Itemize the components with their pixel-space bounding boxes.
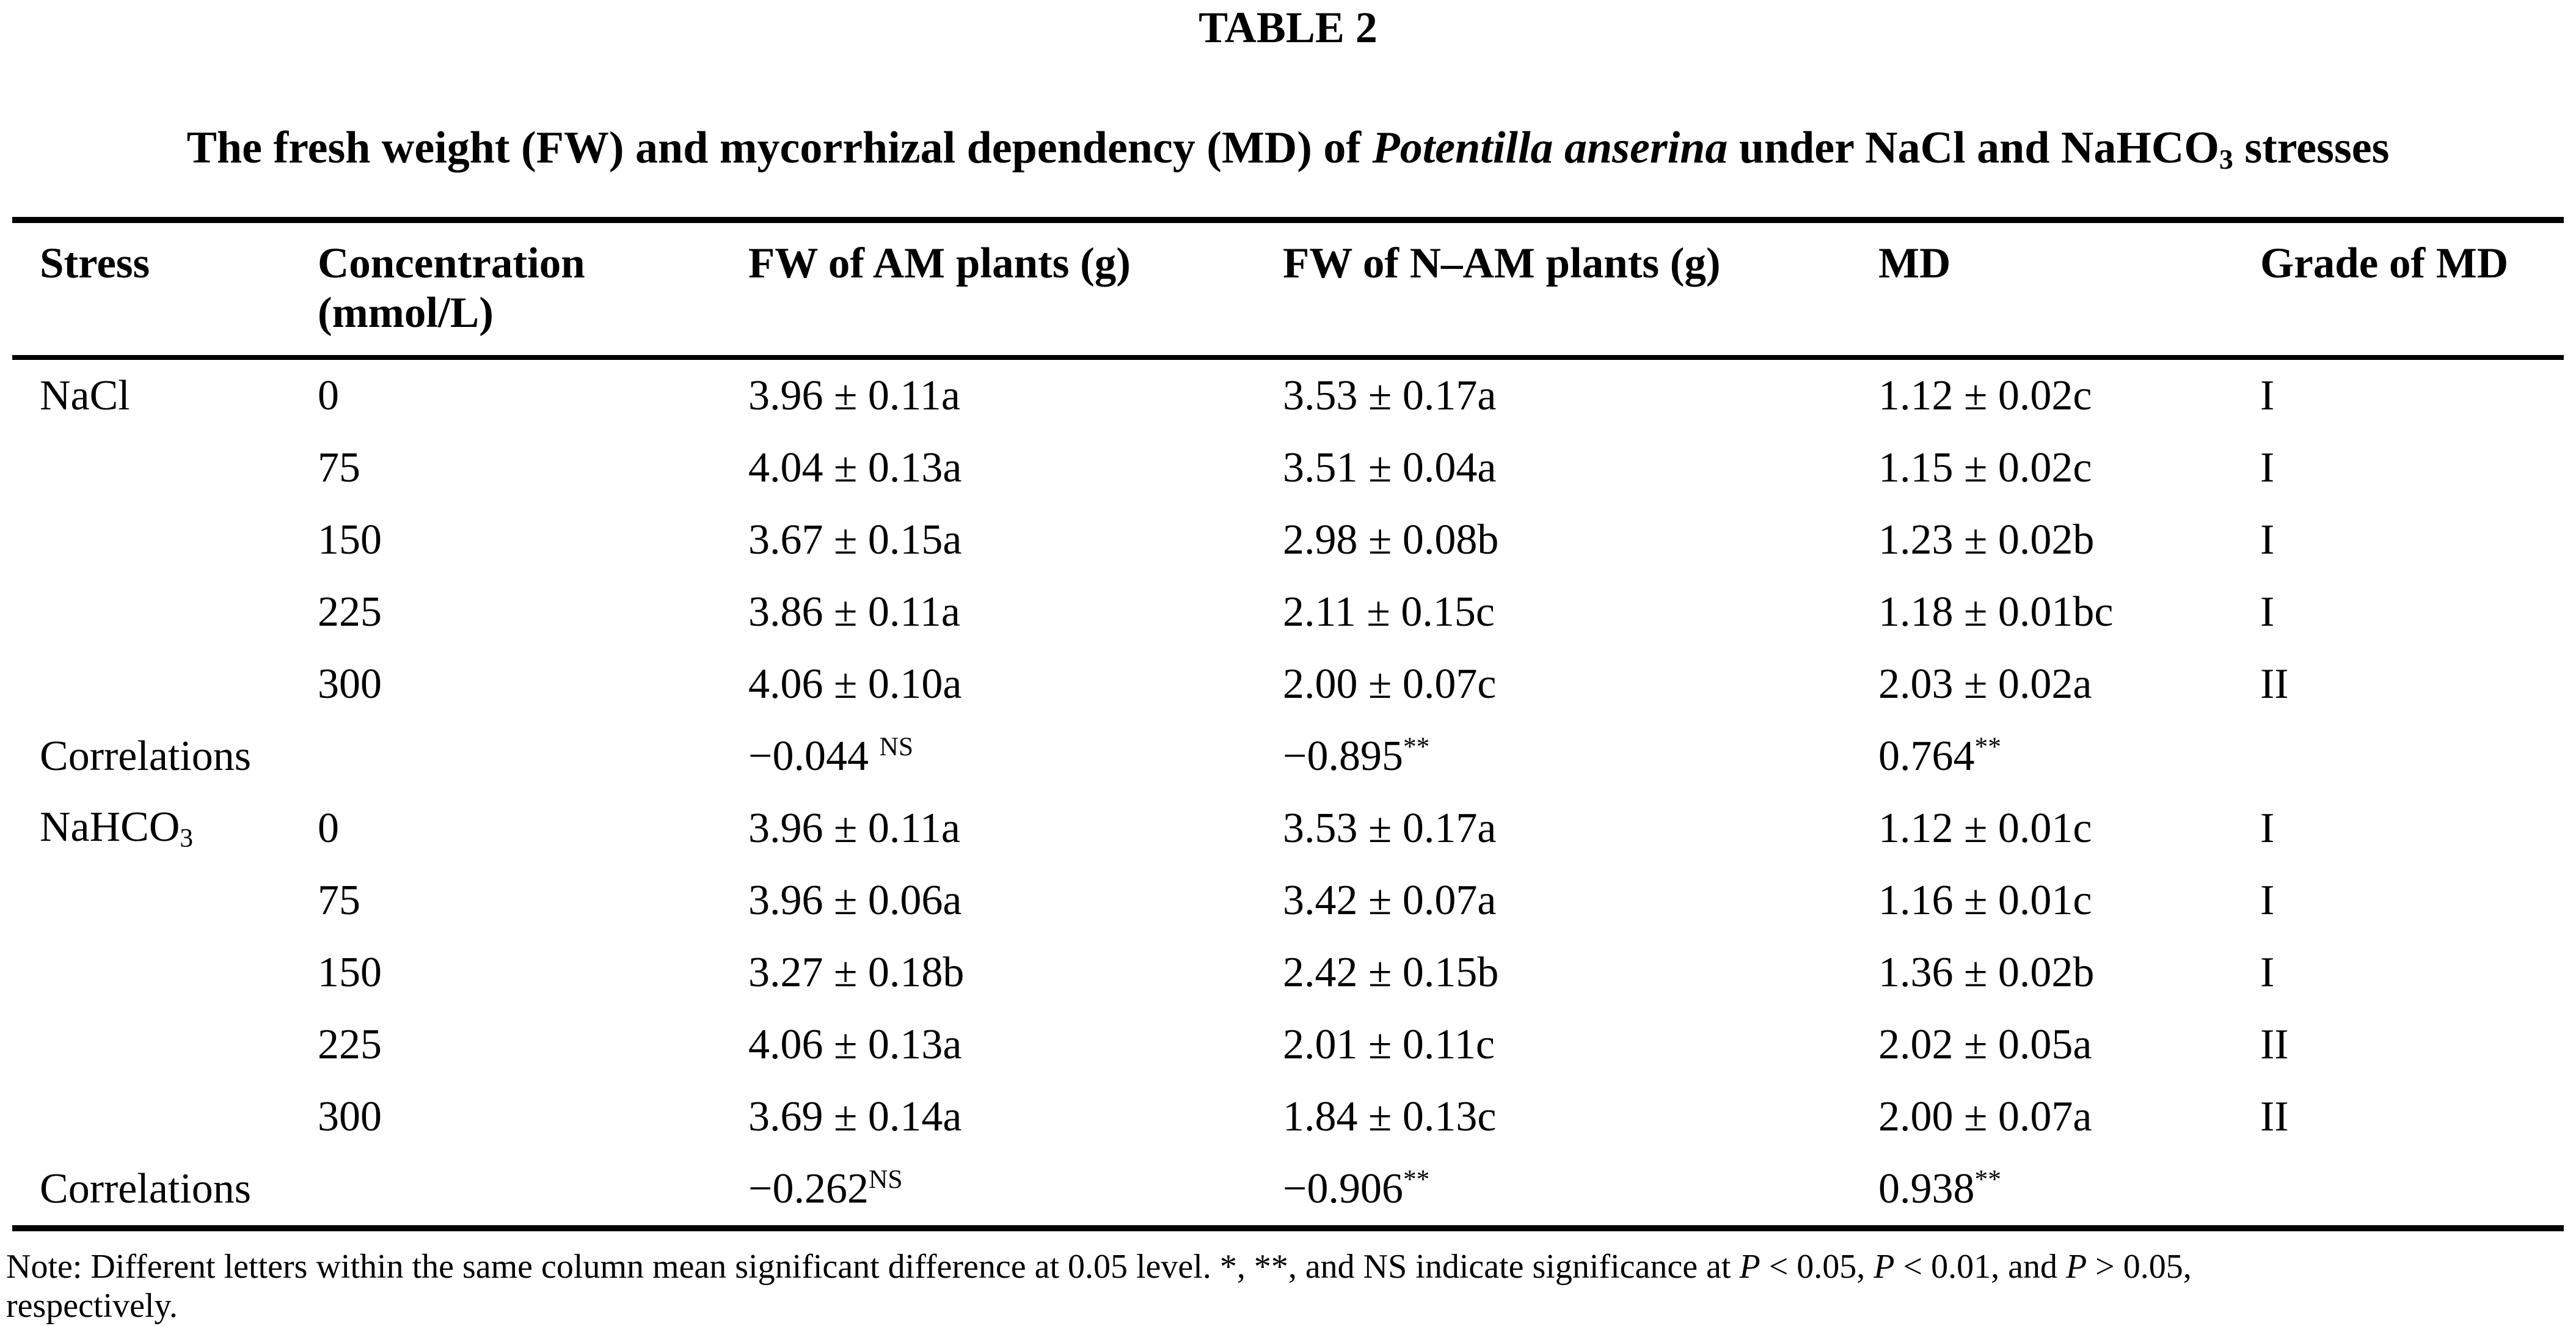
table-cell (748, 576, 1283, 648)
header-fw-nam (1283, 220, 1878, 357)
cell-text: 75 (318, 444, 360, 491)
cell-text: 1.23 ± 0.02b (1878, 516, 2095, 563)
table-cell (748, 720, 1283, 793)
cell-text: 4.06 ± 0.13a (748, 1020, 962, 1068)
cell-superscript: ** (1974, 732, 2001, 762)
header-line1: Stress (40, 239, 150, 287)
text-segment: P (2065, 1247, 2087, 1286)
cell-text: 3.96 ± 0.11a (748, 372, 960, 419)
table-cell (1283, 865, 1878, 937)
cell-text: −0.262 (748, 1165, 869, 1212)
table-row (12, 720, 2564, 793)
cell-text: 3.51 ± 0.04a (1283, 444, 1497, 491)
cell-text: 1.16 ± 0.01c (1878, 876, 2092, 924)
text-segment: P (1739, 1247, 1761, 1286)
cell-text: −0.895 (1283, 732, 1403, 780)
table-cell (1283, 1009, 1878, 1081)
table-cell (1283, 357, 1878, 432)
table-cell (2260, 432, 2564, 504)
cell-text: −0.906 (1283, 1165, 1403, 1212)
cell-text: 300 (318, 1093, 382, 1140)
table-cell (748, 937, 1283, 1009)
text-segment: 3 (2219, 144, 2233, 175)
table-cell (748, 1009, 1283, 1081)
table-cell (12, 357, 318, 432)
header-line1: MD (1878, 239, 1951, 287)
header-grade-of-md (2260, 220, 2564, 357)
table-cell (748, 648, 1283, 720)
table-cell (12, 648, 318, 720)
table-cell (318, 648, 748, 720)
cell-text: Correlations (40, 1165, 252, 1212)
cell-superscript: ** (1974, 1165, 2001, 1195)
cell-text: 2.42 ± 0.15b (1283, 948, 1499, 996)
cell-text: 1.12 ± 0.02c (1878, 372, 2092, 419)
table-cell (1283, 1081, 1878, 1153)
header-line1: FW of N–AM plants (g) (1283, 239, 1721, 287)
table-row (12, 648, 2564, 720)
data-table (12, 217, 2564, 1231)
header-stress (12, 220, 318, 357)
cell-text: I (2260, 876, 2275, 924)
table-cell (12, 1009, 318, 1081)
table-cell (12, 937, 318, 1009)
table-cell (748, 504, 1283, 576)
cell-text: 3.53 ± 0.17a (1283, 804, 1497, 852)
table-cell (12, 720, 318, 793)
cell-text: 2.03 ± 0.02a (1878, 660, 2092, 708)
table-cell (1878, 1153, 2260, 1228)
table-cell (12, 432, 318, 504)
table-cell (2260, 648, 2564, 720)
table-cell (2260, 1153, 2564, 1228)
table-cell (1878, 504, 2260, 576)
table-cell (2260, 504, 2564, 576)
table-cell (2260, 720, 2564, 793)
page (0, 4, 2576, 1325)
table-cell (2260, 1009, 2564, 1081)
header-concentration (318, 220, 748, 357)
note-line (6, 1247, 2570, 1287)
table-cell (1283, 576, 1878, 648)
cell-text: 225 (318, 588, 382, 636)
header-fw-am (748, 220, 1283, 357)
table-cell (318, 793, 748, 865)
cell-text: 1.36 ± 0.02b (1878, 948, 2095, 996)
table-cell (1283, 648, 1878, 720)
cell-text: 1.18 ± 0.01bc (1878, 588, 2114, 636)
table-cell (318, 432, 748, 504)
cell-text: 0 (318, 804, 339, 852)
table-cell (12, 865, 318, 937)
table-row (12, 793, 2564, 865)
table-note (6, 1247, 2570, 1326)
table-row (12, 1153, 2564, 1228)
cell-text: 3.27 ± 0.18b (748, 948, 965, 996)
table-cell (318, 1009, 748, 1081)
table-cell (12, 504, 318, 576)
cell-text: II (2260, 1020, 2289, 1068)
table-cell (318, 1081, 748, 1153)
cell-text: 3.42 ± 0.07a (1283, 876, 1497, 924)
table-cell (318, 357, 748, 432)
text-segment: The fresh weight (FW) and mycorrhizal dependency (MD) of (186, 123, 1373, 174)
cell-text: 0.938 (1878, 1165, 1975, 1212)
cell-superscript: NS (868, 1165, 903, 1195)
cell-text: 2.11 ± 0.15c (1283, 588, 1495, 636)
header-md (1878, 220, 2260, 357)
table-cell (12, 576, 318, 648)
cell-text: 3.53 ± 0.17a (1283, 372, 1497, 419)
header-line2: (mmol/L) (318, 288, 494, 337)
table-cell (1878, 648, 2260, 720)
cell-text: 0 (318, 372, 339, 419)
table-cell (748, 793, 1283, 865)
cell-text: 3.96 ± 0.11a (748, 804, 960, 852)
table-cell (1878, 720, 2260, 793)
table-row (12, 504, 2564, 576)
table-row (12, 357, 2564, 432)
table-row (12, 576, 2564, 648)
table-cell (1878, 793, 2260, 865)
cell-text: 2.00 ± 0.07a (1878, 1093, 2092, 1140)
header-row (12, 220, 2564, 357)
cell-text: 2.01 ± 0.11c (1283, 1020, 1495, 1068)
table-cell (318, 504, 748, 576)
table-body (12, 357, 2564, 1228)
cell-superscript: ** (1403, 732, 1430, 762)
table-cell (12, 793, 318, 865)
page-title: TABLE 2 (1199, 3, 1377, 52)
table-cell (748, 432, 1283, 504)
table-row (12, 432, 2564, 504)
cell-text: 2.00 ± 0.07c (1283, 660, 1497, 708)
header-line1: Concentration (318, 239, 585, 287)
table-cell (1878, 937, 2260, 1009)
table-cell (1878, 865, 2260, 937)
table-cell (12, 1153, 318, 1228)
cell-text: 150 (318, 948, 382, 996)
table-cell (1283, 937, 1878, 1009)
text-segment: P (1874, 1247, 1895, 1286)
header-line1: Grade of MD (2260, 239, 2509, 287)
cell-text: 4.04 ± 0.13a (748, 444, 962, 491)
cell-text: 225 (318, 1020, 382, 1068)
table-cell (318, 576, 748, 648)
cell-text: II (2260, 1093, 2289, 1140)
cell-text: 75 (318, 876, 360, 924)
header-line1: FW of AM plants (g) (748, 239, 1131, 287)
table-cell (2260, 793, 2564, 865)
table-cell (318, 1153, 748, 1228)
cell-text: I (2260, 444, 2275, 491)
cell-text: NaCl (40, 372, 130, 419)
cell-text: −0.044 (748, 732, 880, 780)
text-segment: stresses (2233, 123, 2390, 174)
cell-superscript: ** (1403, 1165, 1430, 1195)
cell-text: 1.12 ± 0.01c (1878, 804, 2092, 852)
table-cell (1878, 576, 2260, 648)
cell-text: I (2260, 588, 2275, 636)
table-row (12, 865, 2564, 937)
cell-text: 1.84 ± 0.13c (1283, 1093, 1497, 1140)
cell-text: 4.06 ± 0.10a (748, 660, 962, 708)
table-cell (318, 720, 748, 793)
table-row (12, 1009, 2564, 1081)
note-line (6, 1286, 2570, 1326)
text-segment: under NaCl and NaHCO (1728, 123, 2219, 174)
table-cell (1878, 1081, 2260, 1153)
table-caption (0, 123, 2576, 175)
table-cell (2260, 865, 2564, 937)
table-cell (318, 937, 748, 1009)
cell-text: 3.69 ± 0.14a (748, 1093, 962, 1140)
text-segment: respectively. (6, 1287, 178, 1325)
table-cell (1283, 1153, 1878, 1228)
table-cell (2260, 576, 2564, 648)
cell-superscript: NS (879, 732, 913, 762)
cell-text: Correlations (40, 732, 252, 780)
table-row (12, 1081, 2564, 1153)
table-cell (1878, 357, 2260, 432)
table-cell (2260, 937, 2564, 1009)
cell-text: I (2260, 516, 2275, 563)
table-cell (318, 865, 748, 937)
cell-text: I (2260, 372, 2275, 419)
table-cell (1283, 504, 1878, 576)
table-cell (1283, 432, 1878, 504)
table-cell (12, 1081, 318, 1153)
cell-text: 3.86 ± 0.11a (748, 588, 960, 636)
table-cell (2260, 357, 2564, 432)
cell-subscript: 3 (180, 823, 194, 853)
cell-text: 1.15 ± 0.02c (1878, 444, 2092, 491)
table-cell (748, 1153, 1283, 1228)
text-segment: Note: Different letters within the same column mean significant difference at 0.05 level. *, **, and NS indicate significance at (6, 1247, 1740, 1286)
table-cell (748, 357, 1283, 432)
cell-text: I (2260, 804, 2275, 852)
table-cell (2260, 1081, 2564, 1153)
cell-text: NaHCO (40, 804, 180, 851)
cell-text: 3.96 ± 0.06a (748, 876, 962, 924)
table-row (12, 937, 2564, 1009)
table-header (12, 220, 2564, 357)
table-cell (1283, 793, 1878, 865)
table-cell (748, 1081, 1283, 1153)
text-segment: < 0.05, (1760, 1247, 1874, 1286)
cell-text: 3.67 ± 0.15a (748, 516, 962, 563)
text-segment: < 0.01, and (1894, 1247, 2066, 1286)
table-cell (1283, 720, 1878, 793)
cell-text: 150 (318, 516, 382, 563)
cell-text: 300 (318, 660, 382, 708)
table-cell (748, 865, 1283, 937)
cell-text: 0.764 (1878, 732, 1975, 780)
cell-text: 2.98 ± 0.08b (1283, 516, 1499, 563)
cell-text: II (2260, 660, 2289, 708)
table-cell (1878, 1009, 2260, 1081)
cell-text: I (2260, 948, 2275, 996)
text-segment: > 0.05, (2087, 1247, 2192, 1286)
table-cell (1878, 432, 2260, 504)
cell-text: 2.02 ± 0.05a (1878, 1020, 2092, 1068)
text-segment: Potentilla anserina (1372, 123, 1728, 174)
